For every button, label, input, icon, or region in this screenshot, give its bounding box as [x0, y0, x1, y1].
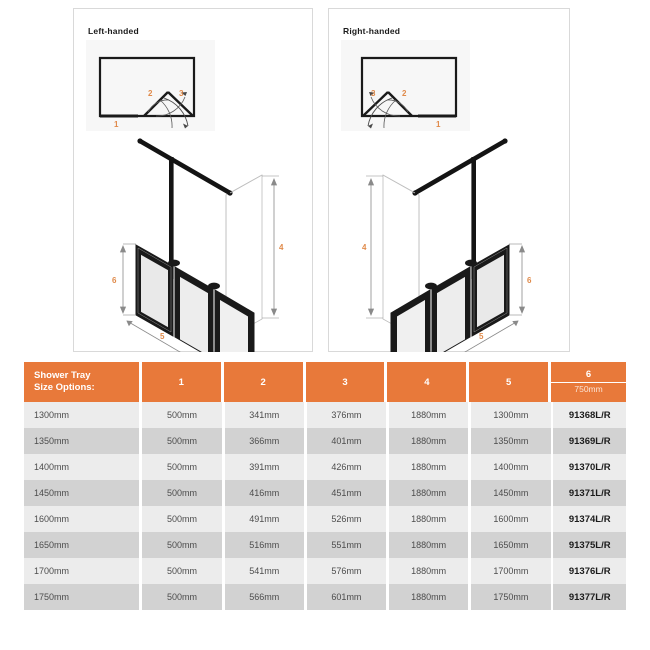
cell-dim-1: 500mm [142, 454, 221, 480]
cell-tray-size: 1600mm [24, 506, 139, 532]
iso-label-5: 5 [479, 332, 484, 341]
cell-dim-1: 500mm [142, 428, 221, 454]
cell-product-code: 91375L/R [553, 532, 626, 558]
header-col-5: 5 [469, 362, 548, 402]
cell-dim-3: 426mm [307, 454, 386, 480]
iso-label-4: 4 [362, 243, 367, 252]
iso-glass-panel-3 [215, 290, 254, 352]
cell-dim-5: 1450mm [471, 480, 550, 506]
table-row [24, 506, 626, 532]
iso-hinge-1 [168, 260, 180, 267]
table-header-row [24, 362, 626, 402]
iso-dimension-6 [509, 244, 525, 315]
iso-dimension-4 [366, 176, 383, 318]
header-size-options-line1: Shower Tray [34, 370, 91, 381]
right-handed-title: Right-handed [343, 26, 401, 36]
left-handed-panel [73, 8, 313, 352]
iso-label-4: 4 [279, 243, 284, 252]
header-col-1: 1 [142, 362, 221, 402]
cell-dim-5: 1650mm [471, 532, 550, 558]
cell-tray-size: 1650mm [24, 532, 139, 558]
cell-dim-4: 1880mm [389, 532, 468, 558]
cell-dim-2: 541mm [225, 558, 304, 584]
iso-dimension-6 [121, 244, 137, 315]
cell-tray-size: 1350mm [24, 428, 139, 454]
iso-glass-panel-2 [432, 267, 470, 352]
cell-tray-size: 1400mm [24, 454, 139, 480]
cell-dim-5: 1700mm [471, 558, 550, 584]
table-row [24, 480, 626, 506]
table-row [24, 454, 626, 480]
plan-label-1: 1 [436, 120, 441, 129]
left-plan-view [86, 40, 215, 131]
iso-glass-panel-3 [391, 290, 430, 352]
cell-dim-1: 500mm [142, 558, 221, 584]
cell-dim-3: 401mm [307, 428, 386, 454]
cell-dim-3: 601mm [307, 584, 386, 610]
iso-ceiling-bar [137, 138, 262, 195]
iso-glass-panel-1 [136, 245, 173, 336]
cell-product-code: 91369L/R [553, 428, 626, 454]
cell-dim-5: 1350mm [471, 428, 550, 454]
table-row [24, 532, 626, 558]
cell-product-code: 91371L/R [553, 480, 626, 506]
header-col-6-value: 750mm [574, 384, 603, 394]
table-row [24, 558, 626, 584]
cell-dim-4: 1880mm [389, 454, 468, 480]
plan-label-2: 2 [402, 89, 407, 98]
cell-tray-size: 1750mm [24, 584, 139, 610]
iso-ceiling-bar [383, 138, 508, 195]
iso-label-5: 5 [160, 332, 165, 341]
table-row [24, 584, 626, 610]
cell-dim-5: 1300mm [471, 402, 550, 428]
cell-dim-4: 1880mm [389, 506, 468, 532]
cell-tray-size: 1450mm [24, 480, 139, 506]
iso-label-6: 6 [112, 276, 117, 285]
cell-dim-2: 416mm [225, 480, 304, 506]
cell-dim-4: 1880mm [389, 402, 468, 428]
header-col-6-rule [550, 382, 628, 383]
cell-dim-4: 1880mm [389, 480, 468, 506]
header-size-options [24, 362, 139, 402]
iso-hinge-1 [465, 260, 477, 267]
plan-label-3: 3 [371, 89, 376, 98]
cell-dim-3: 376mm [307, 402, 386, 428]
cell-product-code: 91376L/R [553, 558, 626, 584]
table-row [24, 402, 626, 428]
right-plan-view [341, 40, 470, 131]
cell-dim-3: 551mm [307, 532, 386, 558]
cell-tray-size: 1700mm [24, 558, 139, 584]
cell-dim-2: 366mm [225, 428, 304, 454]
header-col-6-number: 6 [585, 369, 592, 380]
cell-dim-2: 341mm [225, 402, 304, 428]
cell-dim-5: 1750mm [471, 584, 550, 610]
cell-dim-2: 566mm [225, 584, 304, 610]
header-col-2: 2 [224, 362, 303, 402]
cell-dim-1: 500mm [142, 584, 221, 610]
cell-product-code: 91370L/R [553, 454, 626, 480]
header-size-options-line2: Size Options: [34, 382, 95, 393]
header-col-4: 4 [387, 362, 466, 402]
cell-dim-4: 1880mm [389, 558, 468, 584]
cell-dim-2: 491mm [225, 506, 304, 532]
iso-hinge-2 [208, 283, 220, 290]
cell-dim-3: 526mm [307, 506, 386, 532]
iso-glass-panel-2 [175, 267, 213, 352]
left-isometric-view [74, 127, 314, 352]
cell-dim-5: 1600mm [471, 506, 550, 532]
cell-dim-1: 500mm [142, 480, 221, 506]
cell-dim-3: 451mm [307, 480, 386, 506]
iso-hinge-2 [425, 283, 437, 290]
size-options-table [24, 362, 626, 610]
header-col-3: 3 [306, 362, 385, 402]
iso-label-6: 6 [527, 276, 532, 285]
cell-dim-1: 500mm [142, 506, 221, 532]
plan-label-3: 3 [179, 89, 184, 98]
plan-label-2: 2 [148, 89, 153, 98]
iso-glass-panels [136, 245, 254, 352]
iso-glass-panels [391, 245, 509, 352]
cell-dim-4: 1880mm [389, 428, 468, 454]
cell-tray-size: 1300mm [24, 402, 139, 428]
cell-dim-3: 576mm [307, 558, 386, 584]
cell-dim-1: 500mm [142, 532, 221, 558]
cell-dim-4: 1880mm [389, 584, 468, 610]
cell-product-code: 91377L/R [553, 584, 626, 610]
table-body [24, 402, 626, 610]
right-handed-panel [328, 8, 570, 352]
cell-dim-2: 516mm [225, 532, 304, 558]
cell-dim-1: 500mm [142, 402, 221, 428]
iso-dimension-4 [262, 176, 279, 318]
cell-product-code: 91374L/R [553, 506, 626, 532]
cell-dim-5: 1400mm [471, 454, 550, 480]
cell-product-code: 91368L/R [553, 402, 626, 428]
iso-glass-panel-1 [472, 245, 509, 336]
header-col-6 [551, 362, 626, 402]
cell-dim-2: 391mm [225, 454, 304, 480]
plan-label-1: 1 [114, 120, 119, 129]
left-handed-title: Left-handed [88, 26, 139, 36]
table-row [24, 428, 626, 454]
right-isometric-view [329, 127, 571, 352]
